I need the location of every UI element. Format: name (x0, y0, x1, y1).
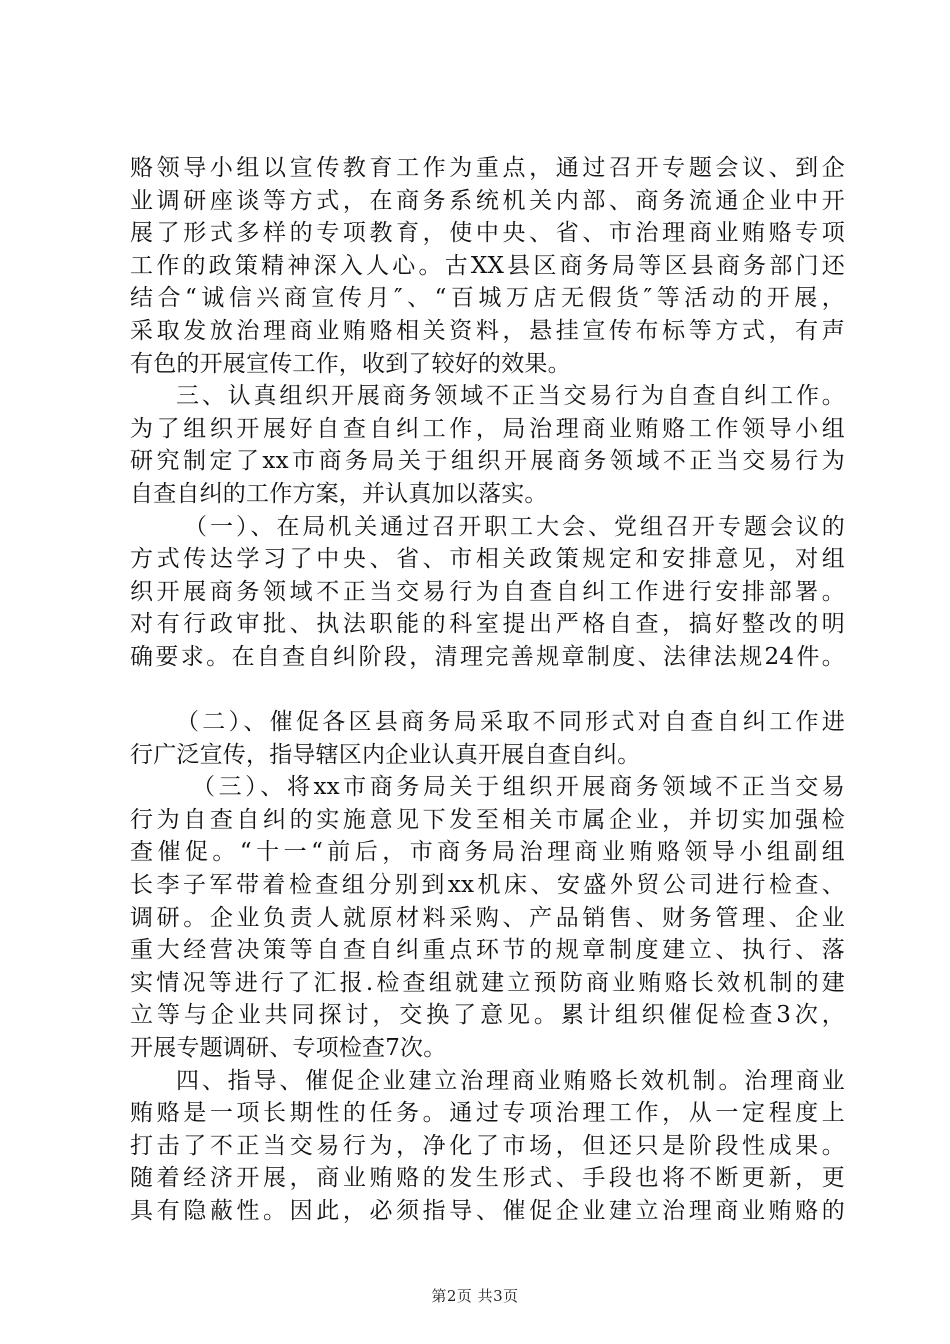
text-line: 展了形式多样的专项教育，使中央、省、市治理商业贿赂专项 (130, 220, 845, 247)
text-line: 行广泛宣传，指导辖区内企业认真开展自查自纠。 (130, 741, 641, 768)
blank-line (130, 674, 845, 707)
document-body (130, 152, 845, 1228)
text-line: 开展专题调研、专项检查7次。 (130, 1035, 447, 1062)
text-line: 调研。企业负责人就原材料采购、产品销售、财务管理、企业 (130, 904, 845, 931)
text-line: 打击了不正当交易行为，净化了市场，但还只是阶段性成果。 (130, 1132, 845, 1159)
text-line: （一）、在局机关通过召开职工大会、党组召开专题会议的 (184, 513, 845, 540)
page-footer: 第2页 共3页 (431, 1287, 519, 1305)
text-line: 三、认真组织开展商务领域不正当交易行为自查自纠工作。 (176, 383, 845, 410)
text-line: 实情况等进行了汇报.检查组就建立预防商业贿赂长效机制的建 (130, 969, 845, 996)
text-line: 四、指导、催促企业建立治理商业贿赂长效机制。治理商业 (176, 1067, 845, 1094)
text-line: 确要求。在自查自纠阶段，清理完善规章制度、法律法规24件。 (130, 643, 845, 670)
text-line: 业调研座谈等方式，在商务系统机关内部、商务流通企业中开 (130, 187, 845, 214)
text-line: 研究制定了xx市商务局关于组织开展商务领域不正当交易行为 (130, 448, 845, 475)
text-line: 重大经营决策等自查自纠重点环节的规章制度建立、执行、落 (130, 937, 845, 964)
text-line: （二）、催促各区县商务局采取不同形式对自查自纠工作进 (176, 709, 845, 736)
text-line: 有色的开展宣传工作，收到了较好的效果。 (130, 350, 571, 377)
text-line: （三）、将xx市商务局关于组织开展商务领域不正当交易 (192, 774, 845, 801)
text-line: 结合“诚信兴商宣传月″、“百城万店无假货″等活动的开展， (130, 285, 845, 312)
text-line: 方式传达学习了中央、省、市相关政策规定和安排意见，对组 (130, 546, 845, 573)
text-line: 查催促。“十一“前后，市商务局治理商业贿赂领导小组副组 (130, 839, 845, 866)
text-line: 采取发放治理商业贿赂相关资料，悬挂宣传布标等方式，有声 (130, 317, 845, 344)
text-line: 对有行政审批、执法职能的科室提出严格自查，搞好整改的明 (130, 611, 845, 638)
text-line: 工作的政策精神深入人心。古XX县区商务局等区县商务部门还 (130, 252, 845, 279)
text-line: 为了组织开展好自查自纠工作，局治理商业贿赂工作领导小组 (130, 415, 845, 442)
text-line: 赂领导小组以宣传教育工作为重点，通过召开专题会议、到企 (130, 155, 845, 181)
text-line: 贿赂是一项长期性的任务。通过专项治理工作，从一定程度上 (130, 1100, 845, 1127)
text-line: 具有隐蔽性。因此，必须指导、催促企业建立治理商业贿赂的 (130, 1198, 845, 1224)
text-line: 立等与企业共同探讨，交换了意见。累计组织催促检查3次， (130, 1002, 845, 1029)
text-line: 自查自纠的工作方案，并认真加以落实。 (130, 480, 548, 507)
text-line: 织开展商务领域不正当交易行为自查自纠工作进行安排部署。 (130, 578, 845, 605)
text-line: 长李子军带着检查组分别到xx机床、安盛外贸公司进行检查、 (130, 872, 845, 899)
text-line: 随着经济开展，商业贿赂的发生形式、手段也将不断更新，更 (130, 1165, 845, 1192)
text-line: 行为自查自纠的实施意见下发至相关市属企业，并切实加强检 (130, 806, 845, 833)
